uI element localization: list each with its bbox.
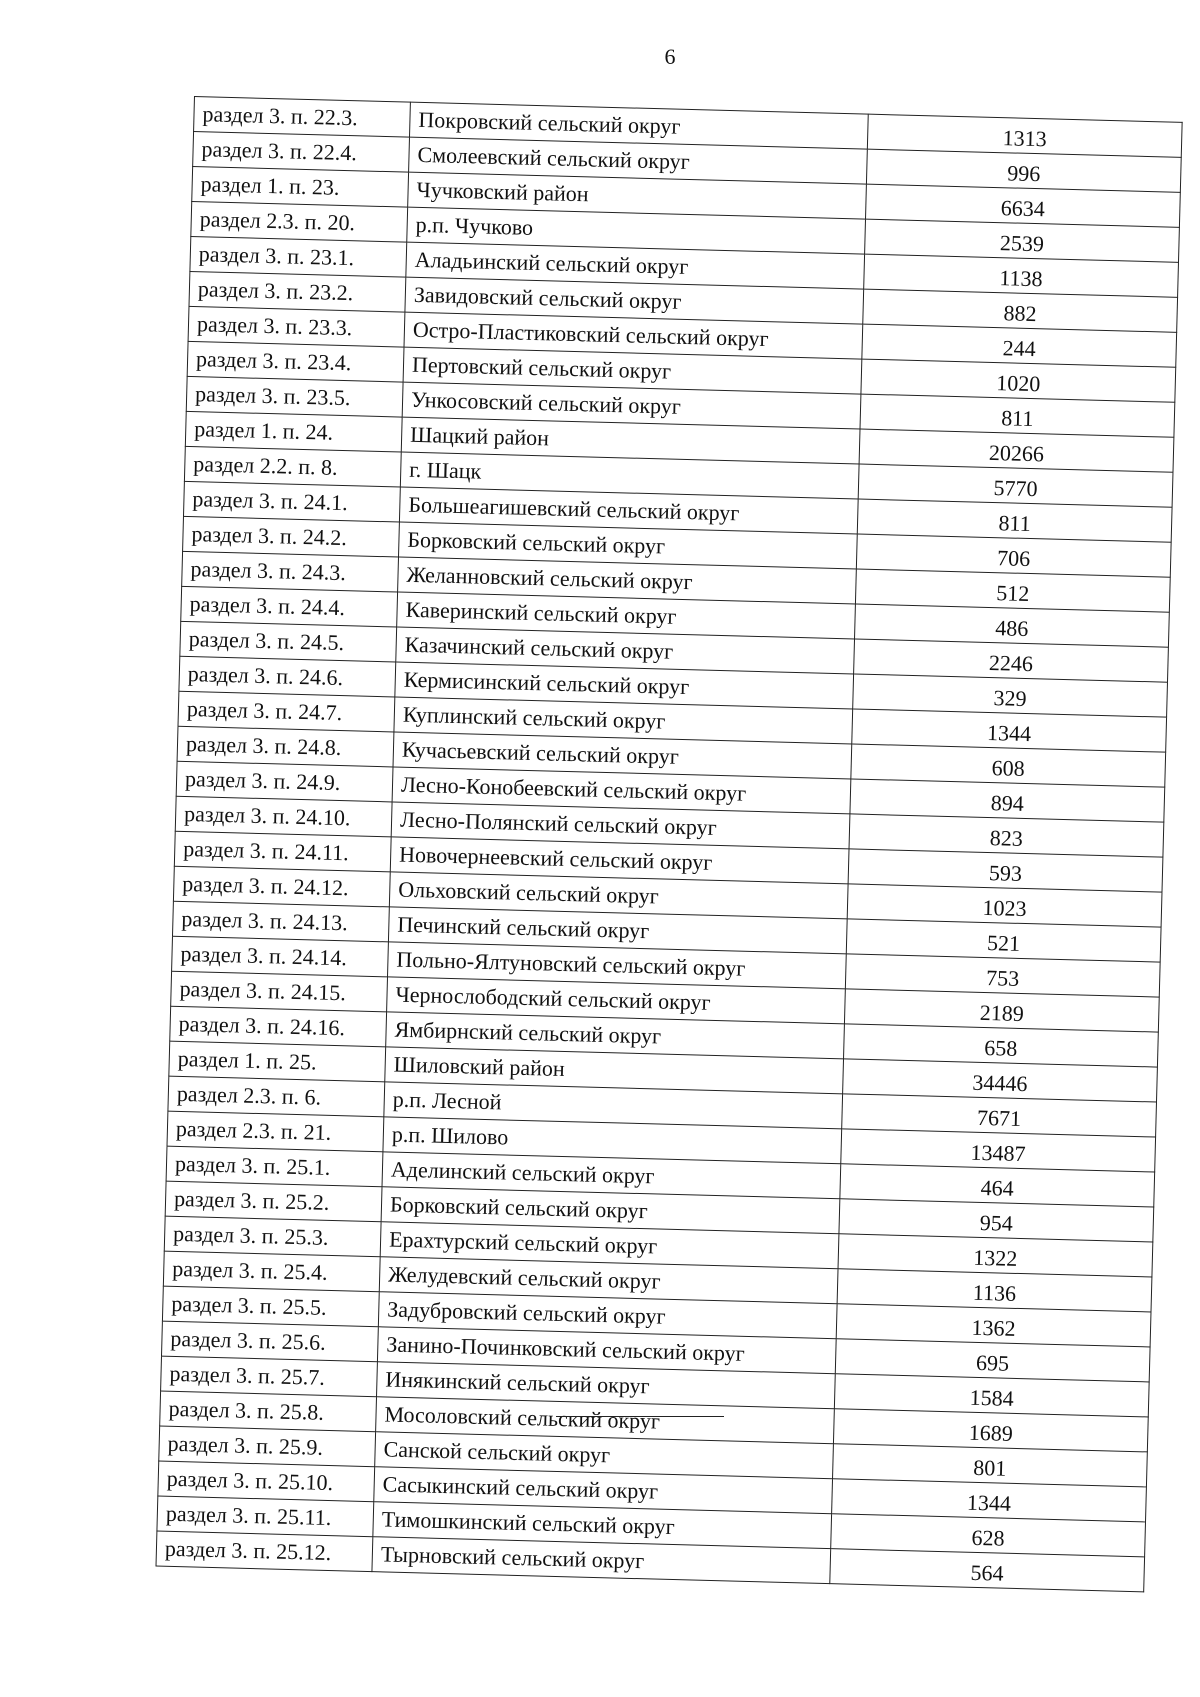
territory-name-cell: Пертовский сельский округ [403,347,862,394]
territory-name-cell: Печинский сельский округ [388,907,847,954]
territory-name-cell: Инякинский сельский округ [377,1362,836,1409]
end-rule-divider [556,1416,724,1417]
population-value-cell: 13487 [841,1129,1156,1172]
population-value-cell: 1362 [836,1304,1151,1347]
territory-name-cell: Кермисинский сельский округ [395,662,854,709]
territory-name-cell: Шиловский район [385,1047,844,1094]
population-value-cell: 5770 [858,464,1173,507]
territory-name-cell: р.п. Лесной [384,1082,843,1129]
section-reference-cell: раздел 1. п. 25. [169,1041,386,1082]
population-value-cell: 801 [833,1444,1148,1487]
section-reference-cell: раздел 3. п. 24.16. [170,1006,387,1047]
page-number: 6 [664,44,676,69]
section-reference-cell: раздел 3. п. 24.2. [183,516,400,557]
population-value-cell: 753 [845,954,1160,997]
population-value-cell: 1313 [867,114,1182,157]
population-value-cell: 608 [851,744,1166,787]
section-reference-cell: раздел 3. п. 22.3. [194,97,411,138]
territory-name-cell: Борковский сельский округ [399,522,858,569]
section-reference-cell: раздел 2.3. п. 21. [167,1111,384,1152]
territory-name-cell: Санской сельский округ [375,1432,834,1479]
section-reference-cell: раздел 3. п. 25.10. [158,1461,375,1502]
population-table-wrapper [155,96,1181,1592]
section-reference-cell: раздел 3. п. 25.4. [163,1251,380,1292]
section-reference-cell: раздел 3. п. 24.9. [176,761,393,802]
population-value-cell: 658 [844,1024,1159,1067]
population-value-cell: 823 [849,814,1164,857]
territory-name-cell: Новочернеевский сельский округ [390,837,849,884]
population-value-cell: 882 [863,289,1178,332]
territory-name-cell: р.п. Шилово [383,1117,842,1164]
section-reference-cell: раздел 3. п. 24.14. [172,936,389,977]
territory-name-cell: Чучковский район [408,172,867,219]
section-reference-cell: раздел 3. п. 23.4. [187,341,404,382]
territory-name-cell: Завидовский сельский округ [405,277,864,324]
section-reference-cell: раздел 3. п. 24.6. [179,656,396,697]
territory-name-cell: Занино-Починковский сельский округ [377,1327,836,1374]
territory-name-cell: Аделинский сельский округ [382,1152,841,1199]
territory-name-cell: Борковский сельский округ [381,1187,840,1234]
section-reference-cell: раздел 3. п. 25.8. [160,1391,377,1432]
territory-name-cell: Смолеевский сельский округ [409,137,868,184]
population-value-cell: 512 [855,569,1170,612]
territory-name-cell: Тимошкинский сельский округ [373,1502,832,1549]
territory-name-cell: Желанновский сельский округ [398,557,857,604]
section-reference-cell: раздел 3. п. 25.9. [159,1426,376,1467]
territory-name-cell: Аладьинский сельский округ [406,242,865,289]
population-value-cell: 1344 [852,709,1167,752]
population-table [155,96,1182,1592]
territory-name-cell: Куплинский сельский округ [394,697,853,744]
section-reference-cell: раздел 1. п. 23. [192,166,409,207]
section-reference-cell: раздел 3. п. 25.1. [166,1146,383,1187]
section-reference-cell: раздел 3. п. 25.6. [162,1321,379,1362]
territory-name-cell: Чернослободский сельский округ [387,977,846,1024]
section-reference-cell: раздел 3. п. 24.3. [182,551,399,592]
population-value-cell: 1584 [834,1374,1149,1417]
population-value-cell: 706 [856,534,1171,577]
territory-name-cell: Каверинский сельский округ [397,592,856,639]
territory-name-cell: Большеагишевский сельский округ [399,487,858,534]
section-reference-cell: раздел 3. п. 23.5. [186,376,403,417]
population-value-cell: 486 [855,604,1170,647]
territory-name-cell: Шацкий район [401,417,860,464]
population-value-cell: 628 [831,1514,1146,1557]
population-value-cell: 894 [850,779,1165,822]
population-value-cell: 1138 [864,254,1179,297]
section-reference-cell: раздел 3. п. 24.10. [175,796,392,837]
section-reference-cell: раздел 2.2. п. 8. [184,446,401,487]
territory-name-cell: Кучасьевский сельский округ [393,732,852,779]
population-value-cell: 1136 [837,1269,1152,1312]
section-reference-cell: раздел 3. п. 24.13. [172,901,389,942]
population-value-cell: 34446 [843,1059,1158,1102]
territory-name-cell: Покровский сельский округ [409,102,868,149]
population-value-cell: 1689 [833,1409,1148,1452]
population-value-cell: 1344 [832,1479,1147,1522]
population-value-cell: 695 [835,1339,1150,1382]
territory-name-cell: г. Шацк [400,452,859,499]
territory-name-cell: р.п. Чучково [407,207,866,254]
territory-name-cell: Тырновский сельский округ [372,1537,831,1584]
population-value-cell: 564 [830,1549,1145,1592]
population-value-cell: 7671 [842,1094,1157,1137]
section-reference-cell: раздел 3. п. 24.15. [171,971,388,1012]
section-reference-cell: раздел 3. п. 25.3. [164,1216,381,1257]
section-reference-cell: раздел 3. п. 23.3. [188,306,405,347]
population-value-cell: 2539 [865,219,1180,262]
territory-name-cell: Сасыкинский сельский округ [374,1467,833,1514]
territory-name-cell: Казачинский сельский округ [396,627,855,674]
section-reference-cell: раздел 2.3. п. 6. [168,1076,385,1117]
territory-name-cell: Ольховский сельский округ [389,872,848,919]
section-reference-cell: раздел 3. п. 23.2. [189,271,406,312]
population-value-cell: 954 [839,1199,1154,1242]
section-reference-cell: раздел 3. п. 24.1. [183,481,400,522]
section-reference-cell: раздел 3. п. 25.11. [157,1496,374,1537]
territory-name-cell: Ямбирнский сельский округ [386,1012,845,1059]
territory-name-cell: Задубровский сельский округ [378,1292,837,1339]
territory-name-cell: Желудевский сельский округ [379,1257,838,1304]
population-value-cell: 996 [866,149,1181,192]
population-value-cell: 244 [862,324,1177,367]
section-reference-cell: раздел 1. п. 24. [185,411,402,452]
population-value-cell: 464 [840,1164,1155,1207]
section-reference-cell: раздел 2.3. п. 20. [191,201,408,242]
table-body [156,97,1182,1592]
population-value-cell: 811 [857,499,1172,542]
section-reference-cell: раздел 3. п. 24.5. [180,621,397,662]
section-reference-cell: раздел 3. п. 25.12. [156,1531,373,1572]
territory-name-cell: Польно-Ялтуновский сельский округ [388,942,847,989]
section-reference-cell: раздел 3. п. 24.4. [181,586,398,627]
territory-name-cell: Лесно-Полянский сельский округ [391,802,850,849]
section-reference-cell: раздел 3. п. 24.8. [177,726,394,767]
population-value-cell: 2189 [844,989,1159,1032]
section-reference-cell: раздел 3. п. 24.11. [174,831,391,872]
section-reference-cell: раздел 3. п. 24.7. [178,691,395,732]
territory-name-cell: Ерахтурский сельский округ [380,1222,839,1269]
population-value-cell: 2246 [854,639,1169,682]
population-value-cell: 6634 [866,184,1181,227]
territory-name-cell: Лесно-Конобеевский сельский округ [392,767,851,814]
section-reference-cell: раздел 3. п. 24.12. [173,866,390,907]
territory-name-cell: Ункосовский сельский округ [402,382,861,429]
section-reference-cell: раздел 3. п. 25.5. [162,1286,379,1327]
population-value-cell: 521 [846,919,1161,962]
population-value-cell: 329 [853,674,1168,717]
section-reference-cell: раздел 3. п. 25.2. [165,1181,382,1222]
population-value-cell: 593 [848,849,1163,892]
population-value-cell: 20266 [859,429,1174,472]
population-value-cell: 1020 [861,359,1176,402]
population-value-cell: 811 [860,394,1175,437]
section-reference-cell: раздел 3. п. 23.1. [190,236,407,277]
section-reference-cell: раздел 3. п. 25.7. [161,1356,378,1397]
population-value-cell: 1322 [838,1234,1153,1277]
territory-name-cell: Остро-Пластиковский сельский округ [404,312,863,359]
section-reference-cell: раздел 3. п. 22.4. [193,132,410,173]
territory-name-cell: Мосоловский сельский округ [376,1397,835,1444]
population-value-cell: 1023 [847,884,1162,927]
